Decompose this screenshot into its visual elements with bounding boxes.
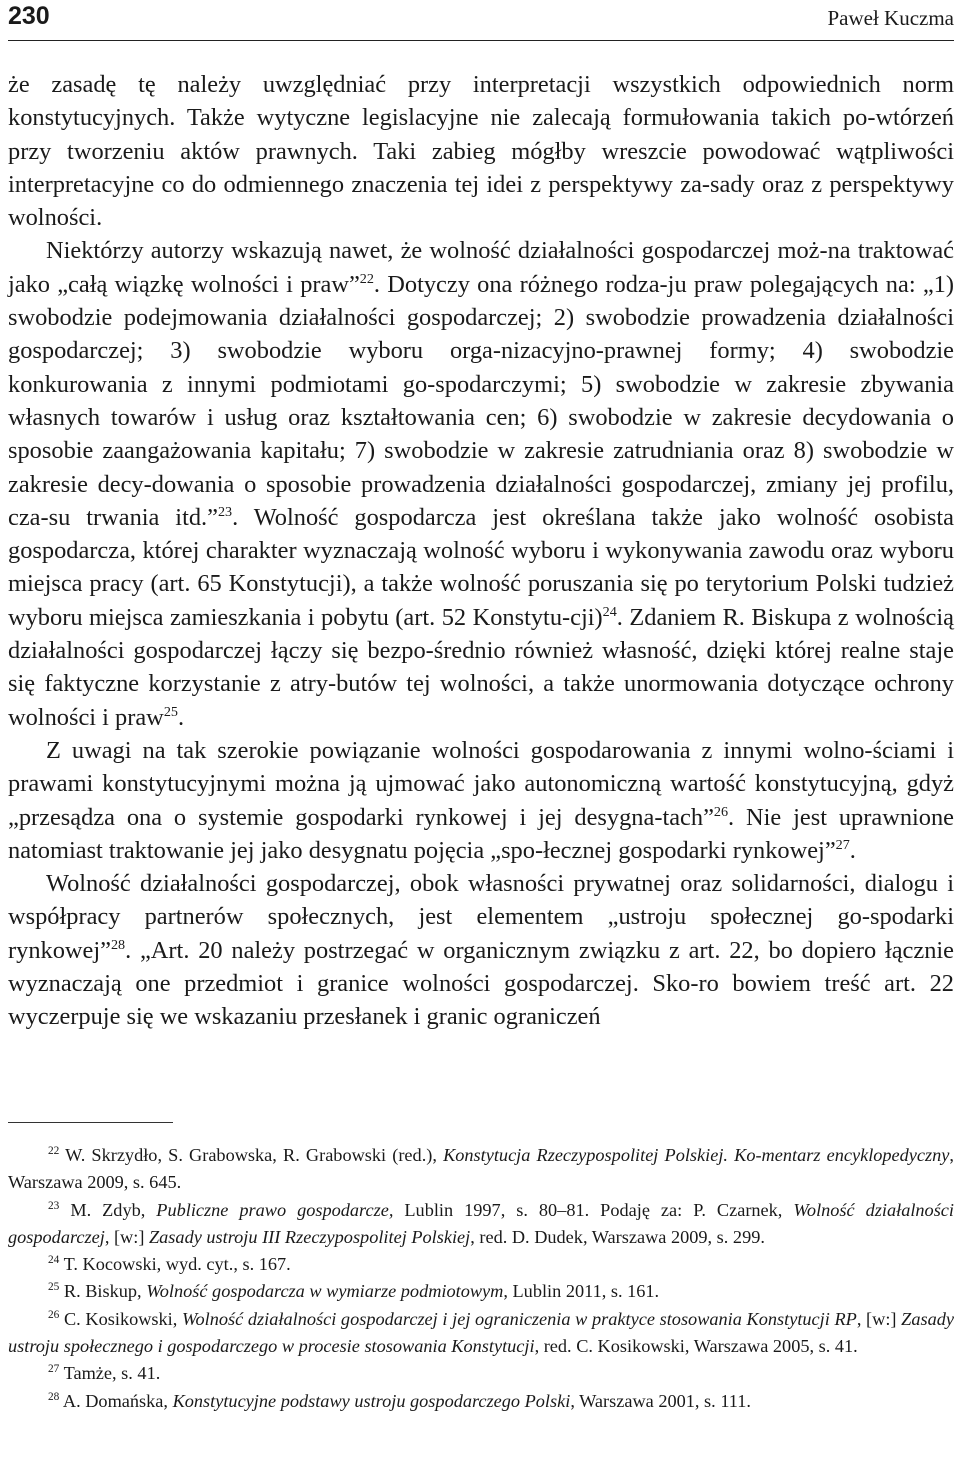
text-run: że zasadę tę należy uwzględniać przy interpretacji wszystkich odpowiednich norm konstytucyjnych. Także wytyczne legislacyjne nie zalecają formułowania takich po-wtórzeń przy tworzeniu aktów prawnych. bbox=[8, 71, 954, 165]
italic-title: Wolność działalności gospodarczej bbox=[8, 1199, 955, 1247]
footnote-ref[interactable]: 28 bbox=[110, 936, 126, 953]
italic-title: Publiczne prawo gospodarcze, bbox=[156, 1199, 394, 1220]
text-run: T. Kocowski, wyd. cyt., s. 167. bbox=[63, 1254, 291, 1275]
text-run: Z uwagi na tak szerokie powiązanie wolności gospodarowania z innymi wolno-ściami i prawami konstytucyjnymi można ją ujmować jako autonomiczną wartość konstytucyjną, gdyż „przesądza ona o systemie gospodarki rynkowej i jej desygna-tach” bbox=[8, 736, 954, 831]
italic-title: Wolność gospodarcza w wymiarze podmiotowym bbox=[146, 1281, 504, 1302]
footnote-ref[interactable]: 24 bbox=[602, 603, 617, 620]
footnote-ref[interactable]: 27 bbox=[835, 836, 850, 853]
text-run: , Lublin 2011, s. 161. bbox=[503, 1281, 660, 1302]
footnote-number: 25 bbox=[48, 1281, 60, 1294]
text-run: , Warszawa 2001, s. 111. bbox=[570, 1390, 751, 1411]
footnote bbox=[8, 1388, 954, 1415]
footnote bbox=[8, 1306, 954, 1361]
footnote-ref[interactable]: 26 bbox=[713, 803, 729, 820]
footnote bbox=[8, 1197, 954, 1252]
footnote bbox=[8, 1251, 954, 1278]
footnotes bbox=[8, 1142, 954, 1415]
italic-title: Konstytucja Rzeczypospolitej Polskiej. Ko-mentarz encyklopedyczny bbox=[443, 1145, 950, 1165]
body-paragraph bbox=[8, 734, 954, 867]
text-run: Tamże, s. 41. bbox=[63, 1363, 161, 1384]
text-run: R. Biskup, bbox=[63, 1281, 147, 1302]
text-run: Lublin 1997, s. 80–81. Podaję za: P. Czarnek, bbox=[393, 1199, 794, 1220]
running-head-author: Paweł Kuczma bbox=[827, 6, 954, 30]
text-run: C. Kosikowski, bbox=[63, 1308, 182, 1329]
footnote-ref[interactable]: 25 bbox=[163, 703, 178, 720]
footnote-ref[interactable]: 23 bbox=[217, 503, 233, 520]
text-run: . Zdaniem R. Biskupa z wolnością działalności gospodarczej łączy się bezpo-średnio również własność, dzięki której realne staje się faktyczne korzystanie z atry-butów tej wolności, a także unormowania dotyczące ochrony wolności i praw bbox=[8, 603, 954, 731]
text-run: . „Art. 20 należy postrzegać w organicznym związku z art. 22, bo dopiero łącznie wyznaczają one przedmiot i granice wolności gospodarczej. Sko-ro bowiem treść art. 22 wyczerpuje się we wskazaniu przesłanek i granic ograniczeń bbox=[8, 936, 954, 1031]
footnote-ref[interactable]: 22 bbox=[359, 270, 374, 287]
text-run: , red. C. Kosikowski, Warszawa 2005, s. 41. bbox=[534, 1336, 858, 1357]
body-paragraph bbox=[8, 867, 954, 1033]
text-run: Niektórzy autorzy wskazują nawet, że wolność działalności gospodarczej moż-na traktować jako „całą wiązkę wolności i praw” bbox=[8, 237, 954, 298]
italic-title: Wolność działalności gospodarczej i jej ograniczenia w praktyce stosowania Konstytucji RP bbox=[181, 1308, 857, 1329]
text-run: , red. D. Dudek, Warszawa 2009, s. 299. bbox=[470, 1226, 765, 1247]
footnote bbox=[8, 1278, 954, 1305]
footnote-number: 23 bbox=[48, 1199, 60, 1212]
footnote-separator bbox=[8, 1122, 173, 1123]
running-header bbox=[8, 0, 954, 41]
text-run: A. Domańska, bbox=[62, 1390, 173, 1411]
footnote-number: 26 bbox=[48, 1308, 60, 1321]
text-run: Taki zabieg mógłby wreszcie powodować wątpliwości interpretacyjne co do odmiennego znaczenia tej idei z perspektywy za-sady oraz z perspektywy wolności. bbox=[8, 137, 954, 232]
body-paragraph bbox=[8, 234, 954, 733]
body-paragraph bbox=[8, 68, 954, 234]
body-text bbox=[8, 68, 954, 1034]
footnote-number: 22 bbox=[48, 1144, 60, 1157]
text-run: . Nie jest uprawnione natomiast traktowanie jej jako desygnatu pojęcia „spo-łecznej gospodarki rynkowej” bbox=[8, 803, 955, 864]
text-run: , [w:] bbox=[856, 1308, 902, 1329]
italic-title: Zasady ustroju III Rzeczypospolitej Polskiej bbox=[149, 1226, 471, 1247]
page-number: 230 bbox=[8, 2, 50, 30]
text-run: . bbox=[849, 836, 856, 864]
text-run: W. Skrzydło, S. Grabowska, R. Grabowski (red.), bbox=[65, 1145, 444, 1165]
footnote-number: 27 bbox=[48, 1363, 60, 1376]
text-run: . bbox=[177, 703, 185, 731]
text-run: , Warszawa 2009, s. 645. bbox=[8, 1145, 954, 1193]
text-run: Wolność działalności gospodarczej, obok własności prywatnej oraz solidarności, dialogu i współpracy partnerów społecznych, jest elementem „ustroju społecznej go-spodarki rynkowej” bbox=[8, 870, 954, 964]
italic-title: Konstytucyjne podstawy ustroju gospodarczego Polski bbox=[172, 1390, 571, 1411]
text-run: , [w:] bbox=[104, 1226, 149, 1247]
footnote bbox=[8, 1360, 954, 1387]
footnote bbox=[8, 1142, 954, 1197]
italic-title: Zasady ustroju społecznego i gospodarczego w procesie stosowania Konstytucji bbox=[8, 1308, 954, 1357]
text-run: M. Zdyb, bbox=[70, 1199, 157, 1220]
text-run: . Dotyczy ona różnego rodza-ju praw polegających na: „1) swobodzie podejmowania działalności gospodarczej; 2) swobodzie prowadzenia działalności gospodarczej; 3) swobodzie wyboru orga-nizacyjno-prawnej formy; 4) swobodzie konkurowania z innymi podmiotami go-spodarczymi; 5) swobodzie w zakresie zbywania własnych towarów i usług oraz kształtowania cen; 6) swobodzie w zakresie decydowania o sposobie zaangażowania kapitału; 7) swobodzie w zakresie zatrudniania oraz 8) swobodzie w zakresie decy-dowania o sposobie prowadzenia działalności gospodarczej, zmiany jej profilu, cza-su trwania itd.” bbox=[8, 270, 954, 531]
footnote-number: 28 bbox=[48, 1390, 60, 1403]
footnote-number: 24 bbox=[48, 1254, 60, 1267]
text-run: . Wolność gospodarcza jest określana także jako wolność osobista gospodarcza, której charakter wyznaczają wolność wyboru i wykonywania zawodu oraz wyboru miejsca pracy (art. 65 Konstytucji), a także wolność poruszania się po terytorium Polski tudzież wyboru miejsca zamieszkania i pobytu (art. 52 Konstytu-cji) bbox=[8, 503, 954, 631]
